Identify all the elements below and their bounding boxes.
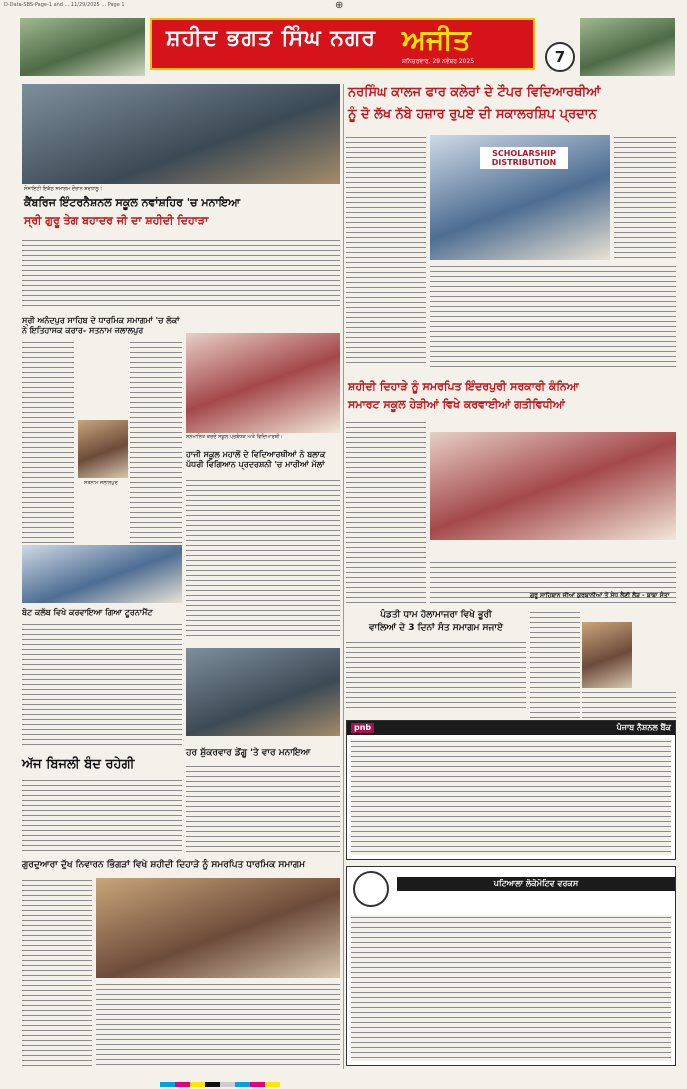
narsingh-body-bottom — [430, 264, 676, 367]
cambridge-body — [22, 238, 340, 308]
patiala-ad-body — [351, 915, 671, 1061]
school-award-caption: ਸਨਮਾਨਿਤ ਕਰਦੇ ਸਕੂਲ ਪ੍ਰਬੰਧਕ ਅਤੇ ਵਿਦਿਆਰਥੀ। — [186, 434, 283, 440]
anandpur-body-col1 — [22, 340, 74, 545]
page-number: 7 — [545, 42, 575, 72]
bijli-headline: ਅੱਜ ਬਿਜਲੀ ਬੰਦ ਰਹੇਗੀ — [22, 757, 135, 772]
emblem-icon — [353, 871, 389, 907]
cambridge-headline-2: ਸ੍ਰੀ ਗੁਰੂ ਤੇਗ ਬਹਾਦਰ ਜੀ ਦਾ ਸ਼ਹੀਦੀ ਦਿਹਾੜਾ — [24, 214, 209, 227]
patiala-ad — [346, 866, 676, 1066]
sewa-headline: ਗੁਰੂ ਸਾਹਿਬਾਨ ਜੀਆਂ ਕੁਰਬਾਨੀਆਂ ਤੋਂ ਸੇਧ ਲੈਣੀ ਲੋੜ - ਬਾਬਾ ਸੰਤਾ — [530, 592, 670, 599]
inderpuri-body-col1 — [346, 420, 426, 605]
tournament-headline: ਬੋਟ ਕਲੱਬ ਵਿਖੇ ਕਰਵਾਇਆ ਗਿਆ ਟੂਰਨਾਮੈਂਟ — [22, 608, 153, 617]
print-slug: D-Data-SBS-Page-1 and ... 11/29/2025 ... Page 1 — [4, 2, 125, 8]
holamohalla-body — [346, 640, 526, 712]
inderpuri-headline-1: ਸ਼ਹੀਦੀ ਦਿਹਾੜੇ ਨੂੰ ਸਮਰਪਿਤ ਇੰਦਰਪੁਰੀ ਸਰਕਾਰੀ ਕੰਨਿਆ — [348, 380, 579, 393]
pnb-ad-header — [347, 721, 675, 735]
top-event-photo-caption: ਸੋਸਾਇਟੀ ਇਕੱਠ ਸਮਾਗਮ ਦੌਰਾਨ ਸ਼ਰਧਾਲੂ। — [24, 186, 103, 192]
tournament-body — [22, 622, 182, 747]
school-award-photo — [186, 333, 340, 433]
sewa-body-col1 — [530, 610, 580, 720]
masthead-photo-right — [580, 18, 675, 76]
masthead-photo-left — [20, 18, 145, 76]
anandpur-body-col2 — [130, 340, 182, 545]
top-event-photo — [22, 84, 340, 184]
dengue-headline: ਹਰ ਸ਼ੁੱਕਰਵਾਰ ਡੇਂਗੂ 'ਤੇ ਵਾਰ ਮਨਾਇਆ — [186, 748, 311, 758]
gurdwara-photo — [96, 878, 340, 978]
masthead-title: ਸ਼ਹੀਦ ਭਗਤ ਸਿੰਘ ਨਗਰ — [166, 26, 377, 51]
pnb-ad — [346, 720, 676, 860]
sewa-body-col2 — [582, 690, 676, 720]
cambridge-headline-1: ਕੈਂਬਰਿਜ ਇੰਟਰਨੈਸ਼ਨਲ ਸਕੂਲ ਨਵਾਂਸ਼ਹਿਰ 'ਚ ਮਨਾਇਆ — [24, 196, 241, 209]
dengue-body — [186, 764, 340, 854]
haji-school-body — [186, 478, 340, 638]
pnb-ad-body — [351, 739, 671, 855]
column-divider — [343, 84, 344, 1069]
gurdwara-body-col1 — [22, 878, 92, 1068]
anandpur-portrait-photo — [78, 420, 128, 478]
anandpur-portrait-caption: ਸਤਨਾਮ ਜਲਾਲਪੁਰ — [84, 480, 118, 486]
patiala-ad-title: ਪਟਿਆਲਾ ਲੋਕੋਮੋਟਿਵ ਵਰਕਸ — [397, 877, 675, 891]
pnb-ad-title: ਪੰਜਾਬ ਨੈਸ਼ਨਲ ਬੈਂਕ — [616, 723, 671, 732]
gurdwara-headline: ਗੁਰਦੁਆਰਾ ਦੁੱਖ ਨਿਵਾਰਨ ਭਿੰਗੜਾਂ ਵਿਖੇ ਸ਼ਹੀਦੀ ਦਿਹਾੜੇ ਨੂੰ ਸਮਰਪਿਤ ਧਾਰਮਿਕ ਸਮਾਗਮ — [22, 860, 306, 870]
dengue-photo — [186, 648, 340, 736]
inderpuri-headline-2: ਸਮਾਰਟ ਸਕੂਲ ਹੇੜੀਆਂ ਵਿਖੇ ਕਰਵਾਈਆਂ ਗਤੀਵਿਧੀਆਂ — [348, 398, 565, 411]
narsingh-headline-2: ਨੂੰ ਦੋ ਲੱਖ ਨੱਬੇ ਹਜ਼ਾਰ ਰੁਪਏ ਦੀ ਸਕਾਲਰਸ਼ਿਪ ਪ੍ਰਦਾਨ — [348, 107, 597, 122]
holamohalla-headline-2: ਵਾਲਿਆਂ ਦੇ 3 ਦਿਨਾਂ ਸੰਤ ਸਮਾਗਮ ਸਜਾਏ — [369, 623, 503, 633]
bijli-body — [22, 778, 182, 854]
narsingh-body-col3 — [614, 135, 676, 260]
tournament-photo — [22, 545, 182, 603]
scholarship-banner: SCHOLARSHIP DISTRIBUTION — [480, 147, 568, 169]
haji-school-headline: ਹਾਜੀ ਸਕੂਲ ਮਹਾਲੋਂ ਦੇ ਵਿਦਿਆਰਥੀਆਂ ਨੇ ਬਲਾਕ ਪੱਧਰੀ ਵਿਗਿਆਨ ਪ੍ਰਦਰਸ਼ਨੀ 'ਚ ਮਾਰੀਆਂ ਮੱਲਾਂ — [186, 450, 326, 469]
sewa-portrait-photo — [582, 622, 632, 688]
crop-mark-icon: ⊕ — [335, 0, 344, 11]
narsingh-body-col1 — [346, 135, 426, 367]
anandpur-headline: ਸ੍ਰੀ ਅਨੰਦਪੁਰ ਸਾਹਿਬ ਦੇ ਧਾਰਮਿਕ ਸਮਾਗਮਾਂ 'ਚ ਲੋਕਾਂ ਨੇ ਇਤਿਹਾਸਕ ਕਰਾਰ- ਸਤਨਾਮ ਜਲਾਲਪੁਰ — [22, 316, 180, 335]
scholarship-photo — [430, 135, 610, 260]
masthead — [150, 18, 535, 70]
masthead-brand: ਅਜੀਤ — [402, 23, 471, 56]
inderpuri-photo — [430, 432, 676, 540]
narsingh-headline-1: ਨਰਸਿੰਘ ਕਾਲਜ ਫਾਰ ਕਲੇਰਾਂ ਦੇ ਟੌਪਰ ਵਿਦਿਆਰਥੀਆਂ — [348, 85, 601, 100]
pnb-logo: pnb — [351, 723, 374, 733]
holamohalla-headline-1: ਪੰਡਤੀ ਧਾਮ ਹੋਲਾਮਾਜਰਾ ਵਿਖੇ ਭੂਰੀ — [380, 610, 492, 620]
gurdwara-body — [96, 982, 340, 1068]
color-registration-bar — [160, 1082, 280, 1087]
masthead-date: ਸ਼ਨਿਚਰਵਾਰ, 29 ਨਵੰਬਰ 2025 — [402, 58, 475, 65]
